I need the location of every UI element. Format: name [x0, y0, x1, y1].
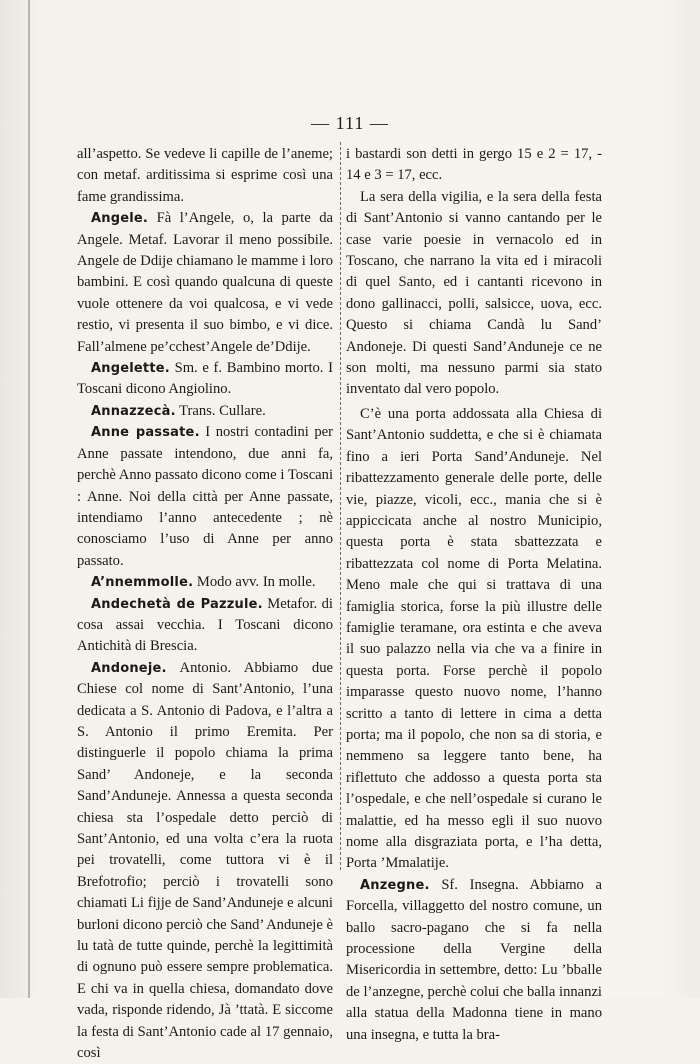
dictionary-entry — [346, 875, 602, 1046]
dictionary-entry — [77, 144, 333, 208]
entry-text: Fà l’Angele, o, la parte da Angele. Metaf. Lavorar il meno possibile. Angele de Ddije chiamano le mamme i loro bambini. E così quando qualcuna di queste vuole ottenere da voi qualcosa, e vi vede restio, vi presenta il suo bimbo, e vi dice. Fall’almene pe’cchest’Angele de’Ddije. — [77, 210, 333, 355]
entry-text: Sf. Insegna. Abbiamo a Forcella, villaggetto del nostro comune, un ballo sacro-pagano che si fa nella processione della Vergine della Misericordia in settembre, detto: Lu ’bballe de l’anzegne, perchè colui che balla innanzi alla statua della Madonna tiene in mano una insegna, e tutta la bra- — [346, 876, 602, 1043]
entry-text: Modo avv. In molle. — [196, 574, 316, 591]
entry-text: i bastardi son detti in gergo 15 e 2 = 17, - 14 e 3 = 17, ecc. — [346, 146, 602, 184]
entry-headword: A’nnemmolle. — [91, 575, 194, 591]
entry-text: C’è una porta addossata alla Chiesa di Sant’Antonio suddetta, e che si è chiamata fino a ieri Porta Sand’Anduneje. Nel ribattezzamento generale delle porte, delle vie, piazze, vicoli, ecc., mania che si è appiccicata anche al nostro Municipio, questa porta è stata sbattezzata e ribattezzata col nome di Porta Melatina. Meno male che qui si trattava di una famiglia storica, forse la più illustre delle famiglie teramane, ora estinta e che aveva il suo palazzo nella via che va a finire in questa porta. Forse perchè il popolo imparasse questo nuovo nome, l’hanno scritto a tanto di lettere in cima a detta porta; ma il popolo, che non sa di storia, e nemmeno sa leggere tanto bene, ha riflettuto che addosso a questa porta sta l’ospedale, e che nell’ospedale si curano le malattie, ed ha messo egli il suo nuovo nome alla disgraziata porta, e l’ha detta, Porta ’Mmalatije. — [346, 405, 602, 872]
entry-text: I nostri contadini per Anne passate intendono, due anni fa, perchè Anno passato dicono come i Toscani : Anne. Noi della città per Anne passate, intendiamo l’anno antecedente ; nè conosciamo l’uso di Anne per anno passato. — [77, 424, 333, 569]
dictionary-entry — [77, 658, 333, 1064]
entry-text: Metafor. di cosa assai vecchia. I Toscani dicono Antichità di Brescia. — [77, 595, 333, 655]
entry-text: Trans. Cullare. — [179, 402, 266, 419]
entry-headword: Angele. — [91, 211, 149, 227]
dictionary-entry — [346, 404, 602, 875]
entry-headword: Angelette. — [91, 361, 170, 377]
dictionary-entry — [77, 572, 333, 593]
entry-headword: Andoneje. — [91, 660, 167, 676]
left-column — [77, 144, 333, 1064]
entry-headword: Annazzecà. — [91, 403, 176, 419]
dictionary-entry — [77, 358, 333, 401]
entry-headword: Anzegne. — [360, 877, 430, 893]
entry-text: Antonio. Abbiamo due Chiese col nome di Sant’Antonio, l’una dedicata a S. Antonio di Padova, e l’altra a S. Antonio il primo Eremita. Per distinguerle il popolo chiama la prima Sand’ Andoneje, e la seconda Sand’Anduneje. Annessa a questa seconda chiesa sta l’ospedale detto perciò di Sant’Antonio, ed una volta c’era la ruota pei trovatelli, come tuttora vi è il Brefotrofio; perciò i trovatelli sono chiamati Li fijje de Sand’Anduneje e alcuni burloni dicono perciò che Sand’ Anduneje è lu tatà de tutte quinde, perchè la legittimità di ognuno può essere sempre problematica. E chi va in quella chiesa, domandato dove vada, risponde ridendo, Jà ’ttatà. E siccome la festa di Sant’Antonio cade al 17 gennaio, così — [77, 659, 333, 1062]
dictionary-entry — [346, 144, 602, 187]
entry-headword: Andechetà de Pazzule. — [91, 596, 263, 612]
entry-headword: Anne passate. — [91, 425, 200, 441]
column-divider — [340, 142, 341, 870]
dictionary-entry — [77, 208, 333, 358]
entry-text: La sera della vigilia, e la sera della festa di Sant’Antonio si vanno cantando per le case varie poesie in vernacolo ed in Toscano, che narrano la vita ed i miracoli di quel Santo, ed i cantanti ricevono in dono gallinacci, polli, salsicce, uova, ecc. Questo si chiama Candà lu Sand’ Andoneje. Di questi Sand’Anduneje ce ne son molti, ma nessuno parmi sia stato inventato dal vero popolo. — [346, 188, 602, 398]
entry-text: all’aspetto. Se vedeve li capille de l’aneme; con metaf. arditissima si esprime così una fame grandissima. — [77, 146, 333, 205]
entry-text: Sm. e f. Bambino morto. I Toscani dicono Angiolino. — [77, 360, 333, 398]
page-number: — 111 — — [311, 113, 389, 133]
dictionary-entry — [77, 422, 333, 572]
binding-edge — [28, 0, 30, 998]
dictionary-entry — [77, 594, 333, 658]
dictionary-entry — [77, 401, 333, 422]
dictionary-entry — [346, 187, 602, 401]
right-column — [346, 144, 602, 1046]
